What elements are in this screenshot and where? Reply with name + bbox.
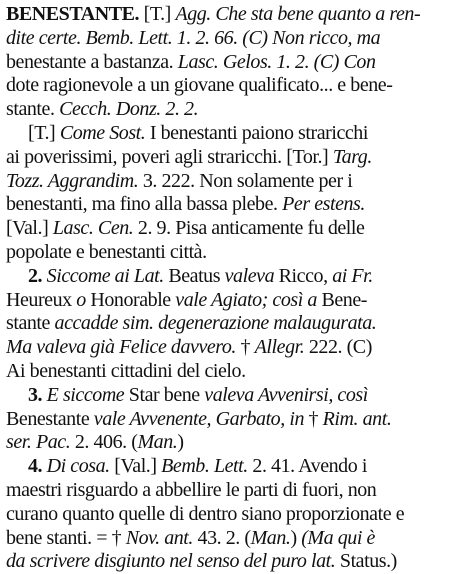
entry-line-11: popolate e benestanti città. [6, 240, 207, 263]
entry-line-14: stante accadde sim. degenerazione malaugurata. [6, 312, 377, 335]
entry-line-4: dote ragionevole a un giovane qualificato... e bene- [6, 74, 393, 97]
entry-line-24: da scrivere disgiunto nel senso del puro lat. Status.) [6, 550, 397, 573]
entry-line-10: [Val.] Lasc. Cen. 2. 9. Pisa anticamente fu delle [6, 217, 365, 240]
entry-line-3: benestante a bastanza. Lasc. Gelos. 1. 2. (C) Con [6, 50, 376, 73]
entry-line-13: Heureux o Honorable vale Agiato; così a Bene- [6, 288, 367, 311]
entry-line-17: 3. E siccome Star bene valeva Avvenirsi, così [28, 383, 368, 406]
headword: BENESTANTE. [6, 3, 140, 25]
entry-line-23: bene stanti. = † Nov. ant. 43. 2. (Man.) (Ma qui è [6, 526, 375, 549]
entry-line-20: 4. Di cosa. [Val.] Bemb. Lett. 2. 41. Avendo i [28, 455, 367, 478]
entry-line-12: 2. Siccome ai Lat. Beatus valeva Ricco, ai Fr. [28, 264, 373, 287]
entry-line-9: benestanti, ma fino alla bassa plebe. Per estens. [6, 193, 365, 216]
entry-line-6: [T.] Come Sost. I benestanti paiono straricchi [28, 121, 368, 144]
entry-line-22: curano quanto quelle di dentro siano proporzionate e [6, 502, 405, 525]
entry-line-18: Benestante vale Avvenente, Garbato, in † Rim. ant. [6, 407, 392, 430]
entry-line-15: Ma valeva già Felice davvero. † Allegr. 222. (C) [6, 336, 372, 359]
entry-line-5: stante. Cecch. Donz. 2. 2. [6, 98, 199, 121]
entry-line-1: BENESTANTE. [T.] Agg. Che sta bene quanto a ren- [6, 3, 421, 25]
entry-line-8: Tozz. Aggrandim. 3. 222. Non solamente per i [6, 169, 353, 192]
entry-line-16: Ai benestanti cittadini del cielo. [6, 359, 246, 382]
entry-line-19: ser. Pac. 2. 406. (Man.) [6, 431, 184, 454]
entry-line-2: dite certe. Bemb. Lett. 1. 2. 66. (C) Non ricco, ma [6, 26, 381, 49]
entry-line-7: ai poverissimi, poveri agli straricchi. [Tor.] Targ. [6, 145, 372, 168]
entry-line-21: maestri risguardo a abbellire le parti di fuori, non [6, 478, 377, 501]
